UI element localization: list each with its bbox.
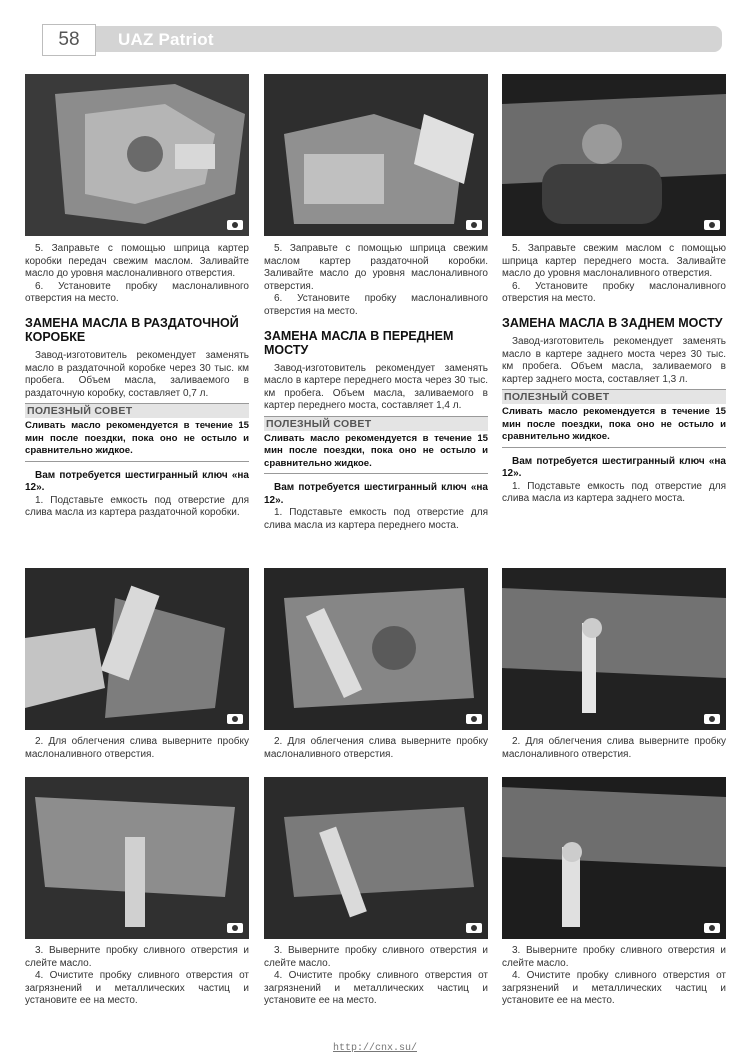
photo-front-axle-fill-plug <box>264 568 488 730</box>
caption-step-2: 2. Для облегчения слива выверните пробку маслоналивного отверстия. <box>25 736 249 760</box>
section-intro: Завод-изготовитель рекомендует заменять масло в картере переднего моста через 30 тыс. км пробега. Объем масла, заливаемого в картер переднего моста, составляет 1,4 л. <box>264 362 488 412</box>
caption-step-5: 5. Заправьте с помощью шприца свежим маслом картер раздаточной коробки. Заливайте масло до уровня маслоналивного отверстия. <box>264 243 488 292</box>
page-header <box>20 24 722 54</box>
caption-step-6: 6. Установите пробку маслоналивного отверстия на место. <box>502 280 726 305</box>
camera-icon <box>704 712 720 724</box>
caption-step-6: 6. Установите пробку маслоналивного отверстия на место. <box>25 280 249 305</box>
camera-icon <box>704 218 720 230</box>
column-3-mid <box>502 568 726 761</box>
caption-step-2: 2. Для облегчения слива выверните пробку маслоналивного отверстия. <box>264 736 488 760</box>
column-1 <box>25 74 249 520</box>
advice-heading: ПОЛЕЗНЫЙ СОВЕТ <box>264 416 488 431</box>
photo-front-axle-drain-plug <box>264 777 488 939</box>
photo-gearbox-fill <box>25 74 249 236</box>
advice-text: Сливать масло рекомендуется в течение 15 мин после поездки, пока оно не остыло и сравнительно жидкое. <box>264 432 488 469</box>
caption-step-4: 4. Очистите пробку сливного отверстия от загрязнений и металлических частиц и установите ее на место. <box>25 970 249 1007</box>
camera-icon <box>227 921 243 933</box>
advice-text: Сливать масло рекомендуется в течение 15 мин после поездки, пока оно не остыло и сравнительно жидкое. <box>502 406 726 443</box>
tool-note: Вам потребуется шестигранный ключ «на 12». <box>25 469 249 494</box>
column-2-mid <box>264 568 488 761</box>
caption-step-3: 3. Выверните пробку сливного отверстия и слейте масло. <box>502 945 726 969</box>
book-title: UAZ Patriot <box>118 30 214 49</box>
section-title: ЗАМЕНА МАСЛА В ПЕРЕДНЕМ МОСТУ <box>264 328 454 357</box>
column-1-mid <box>25 568 249 761</box>
caption-step-5: 5. Заправьте свежим маслом с помощью шприца картер переднего моста. Заливайте масло до уровня маслоналивного отверстия. <box>502 243 726 280</box>
advice-heading: ПОЛЕЗНЫЙ СОВЕТ <box>502 389 726 404</box>
column-2-bottom <box>264 777 488 1008</box>
step-1: 1. Подставьте емкость под отверстие для слива масла из картера раздаточной коробки. <box>25 494 249 519</box>
tool-note: Вам потребуется шестигранный ключ «на 12». <box>264 482 488 506</box>
page-number: 58 <box>42 24 96 56</box>
section-intro: Завод-изготовитель рекомендует заменять масло в раздаточной коробке через 30 тыс. км пробега. Объем масла, заливаемого в раздаточную коробку, составляет 0,7 л. <box>25 349 249 399</box>
photo-axle-fill <box>502 74 726 236</box>
caption-step-3: 3. Выверните пробку сливного отверстия и слейте масло. <box>25 945 249 969</box>
column-3 <box>502 74 726 506</box>
section-title: ЗАМЕНА МАСЛА В ЗАДНЕМ МОСТУ <box>502 315 723 330</box>
camera-icon <box>227 218 243 230</box>
advice-divider <box>502 447 726 448</box>
caption-step-4: 4. Очистите пробку сливного отверстия от загрязнений и металлических частиц и установите ее на место. <box>264 970 488 1007</box>
camera-icon <box>227 712 243 724</box>
caption-step-5: 5. Заправьте с помощью шприца картер коробки передач свежим маслом. Заливайте масло до уровня маслоналивного отверстия. <box>25 243 249 280</box>
photo-transfer-case-fill <box>264 74 488 236</box>
photo-rear-axle-fill-plug <box>502 568 726 730</box>
footer-url[interactable]: http://cnx.su/ <box>332 1043 417 1054</box>
step-1: 1. Подставьте емкость под отверстие для слива масла из картера заднего моста. <box>502 480 726 505</box>
tool-note: Вам потребуется шестигранный ключ «на 12». <box>502 455 726 480</box>
section-intro: Завод-изготовитель рекомендует заменять масло в картере заднего моста через 30 тыс. км пробега. Объем масла, заливаемого в картер заднего моста, составляет 1,3 л. <box>502 335 726 385</box>
advice-text: Сливать масло рекомендуется в течение 15 мин после поездки, пока оно не остыло и сравнительно жидкое. <box>25 420 249 457</box>
photo-transfer-case-drain <box>25 568 249 730</box>
caption-step-4: 4. Очистите пробку сливного отверстия от загрязнений и металлических частиц и установите ее на место. <box>502 970 726 1007</box>
caption-step-2: 2. Для облегчения слива выверните пробку маслоналивного отверстия. <box>502 736 726 760</box>
camera-icon <box>704 921 720 933</box>
step-1: 1. Подставьте емкость под отверстие для слива масла из картера переднего моста. <box>264 507 488 531</box>
photo-rear-axle-drain-plug <box>502 777 726 939</box>
camera-icon <box>466 921 482 933</box>
column-3-bottom <box>502 777 726 1008</box>
advice-divider <box>264 473 488 474</box>
column-1-bottom <box>25 777 249 1008</box>
photo-transfer-case-drain-plug <box>25 777 249 939</box>
caption-step-3: 3. Выверните пробку сливного отверстия и слейте масло. <box>264 945 488 969</box>
column-2 <box>264 74 488 533</box>
section-title: ЗАМЕНА МАСЛА В РАЗДАТОЧНОЙ КОРОБКЕ <box>25 315 239 344</box>
camera-icon <box>466 712 482 724</box>
caption-step-6: 6. Установите пробку маслоналивного отверстия на место. <box>264 293 488 317</box>
advice-heading: ПОЛЕЗНЫЙ СОВЕТ <box>25 403 249 418</box>
advice-divider <box>25 461 249 462</box>
camera-icon <box>466 218 482 230</box>
